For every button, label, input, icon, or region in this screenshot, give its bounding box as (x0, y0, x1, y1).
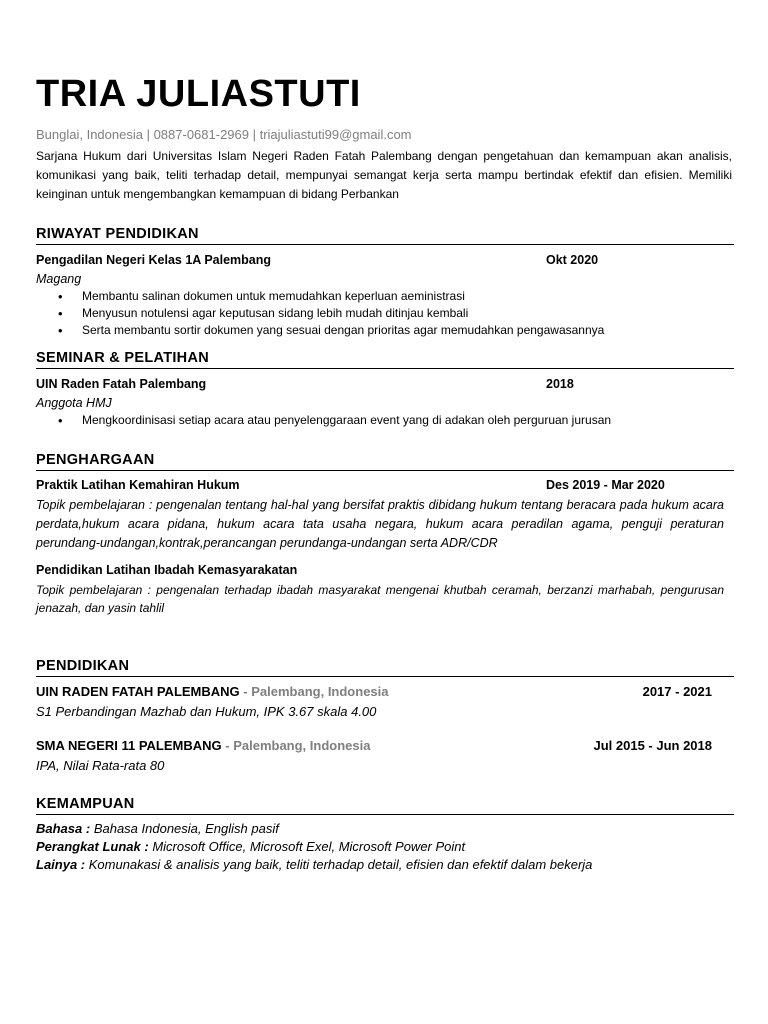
education-date: Jul 2015 - Jun 2018 (593, 738, 712, 753)
section-title: PENDIDIKAN (36, 657, 734, 677)
list-item: • Mengkoordinisasi setiap acara atau penyelenggaraan event yang di adakan oleh perguruan jurusan (36, 412, 734, 429)
award-date: Des 2019 - Mar 2020 (546, 478, 665, 492)
education-date: 2017 - 2021 (642, 684, 712, 699)
entry-header (36, 563, 734, 581)
education-entry-header (36, 738, 734, 757)
education-entry-header (36, 684, 734, 703)
list-item: • Menyusun notulensi agar keputusan sidang lebih mudah ditinjau kembali (36, 305, 734, 322)
school-name: UIN RADEN FATAH PALEMBANG (36, 684, 240, 699)
section-title: PENGHARGAAN (36, 451, 734, 471)
section-seminar (36, 349, 734, 429)
award-title: Pendidikan Latihan Ibadah Kemasyarakatan (36, 563, 298, 577)
skill-value: Microsoft Office, Microsoft Exel, Microsoft Power Point (148, 839, 466, 854)
school-name: SMA NEGERI 11 PALEMBANG (36, 738, 222, 753)
section-riwayat (36, 225, 734, 339)
contact-line: Bunglai, Indonesia | 0887-0681-2969 | triajuliastuti99@gmail.com (36, 127, 412, 142)
skills-list (36, 820, 734, 874)
skill-label: Perangkat Lunak : (36, 839, 149, 854)
skill-value: Komunakasi & analisis yang baik, teliti terhadap detail, efisien dan efektif dalam bekerja (85, 857, 593, 872)
award-title: Praktik Latihan Kemahiran Hukum (36, 478, 240, 492)
entry-organization: UIN Raden Fatah Palembang (36, 377, 207, 391)
section-title: KEMAMPUAN (36, 795, 734, 815)
skill-item (36, 838, 734, 856)
skill-label: Lainya : (36, 857, 86, 872)
entry-header (36, 478, 734, 496)
entry-header (36, 253, 734, 271)
section-kemampuan (36, 795, 734, 874)
profile-summary: Sarjana Hukum dari Universitas Islam Negeri Raden Fatah Palembang dengan pengetahuan dan kemampuan akan analisis, komunikasi yang baik, teliti terhadap detail, mempunyai semangat kerja serta mampu bertindak efektif dan efisien. Memiliki keinginan untuk mengembangkan kemampuan di bidang Perbankan (36, 149, 732, 201)
skill-item (36, 820, 734, 838)
education-detail: IPA, Nilai Rata-rata 80 (36, 758, 165, 773)
skill-item (36, 856, 734, 874)
section-penghargaan (36, 451, 734, 617)
entry-role: Magang (36, 272, 82, 286)
section-title: RIWAYAT PENDIDIKAN (36, 225, 734, 245)
section-title: SEMINAR & PELATIHAN (36, 349, 734, 369)
bullet-list (36, 412, 734, 429)
school-location: Palembang, Indonesia (251, 684, 389, 699)
education-detail: S1 Perbandingan Mazhab dan Hukum, IPK 3.67 skala 4.00 (36, 704, 377, 719)
entry-date: Okt 2020 (546, 253, 599, 267)
separator: - (221, 738, 234, 753)
bullet-list (36, 288, 734, 339)
skill-value: Bahasa Indonesia, English pasif (90, 821, 279, 836)
entry-role: Anggota HMJ (36, 396, 112, 410)
candidate-name: TRIA JULIASTUTI (36, 73, 361, 115)
list-item: • Membantu salinan dokumen untuk memudahkan keperluan aeministrasi (36, 288, 734, 305)
skill-label: Bahasa : (36, 821, 91, 836)
school-location: Palembang, Indonesia (233, 738, 371, 753)
entry-header (36, 377, 734, 395)
award-description: Topik pembelajaran : pengenalan tentang hal-hal yang bersifat praktis dibidang hukum tentang beracara pada hukum acara perdata,hukum acara pidana, hukum acara tata usaha negara, hukum acara peradilan agama, penguji peraturan perundang-undangan,kontrak,perancangan perundanga-undangan serta ADR/CDR (36, 498, 724, 550)
section-pendidikan (36, 657, 734, 775)
separator: - (239, 684, 252, 699)
entry-date: 2018 (546, 377, 574, 391)
award-description: Topik pembelajaran : pengenalan terhadap ibadah masyarakat mengenai khutbah ceramah, berzanzi marhabah, pengurusan jenazah, dan yasin tahlil (36, 583, 724, 615)
entry-organization: Pengadilan Negeri Kelas 1A Palembang (36, 253, 272, 267)
list-item: • Serta membantu sortir dokumen yang sesuai dengan prioritas agar memudahkan pengawasannya (36, 322, 734, 339)
